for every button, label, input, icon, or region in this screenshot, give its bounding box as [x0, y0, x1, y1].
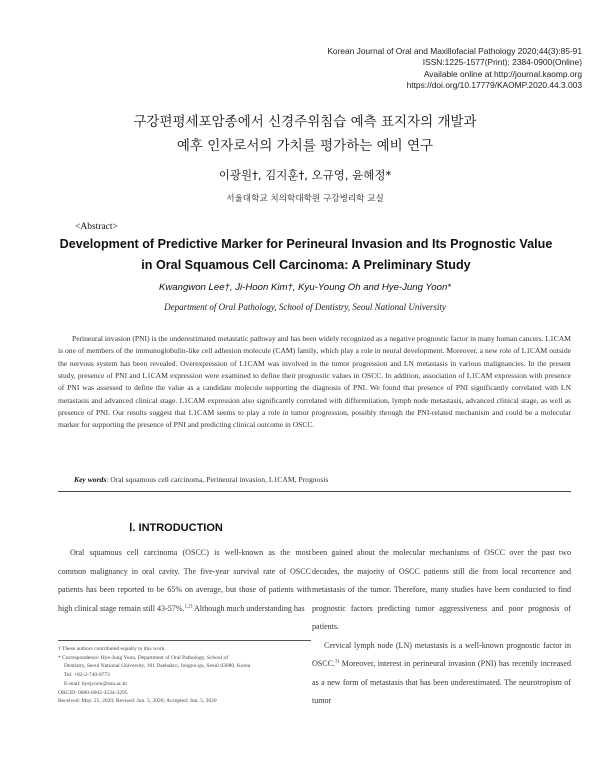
keywords-text: : Oral squamous cell carcinoma, Perineural invasion, L1CAM, Prognosis: [106, 475, 329, 484]
footnote-dates: Received: May. 25, 2020; Revised: Jun. 5, 2020; Accepted: Jun. 5, 2020: [58, 698, 217, 705]
footnotes: [58, 645, 311, 706]
english-title-line-2: in Oral Squamous Cell Carcinoma: A Preliminary Study: [141, 258, 471, 272]
journal-doi: https://doi.org/10.17779/KAOMP.2020.44.3.003: [406, 80, 582, 91]
intro-right-paragraph-1: been gained about the molecular mechanisms of OSCC over the past two decades, the majority of OSCC patients still die from local recurrence and metastasis of the tumor. Therefore, many studies have been conducted to find prognostic factors predicting tumor aggressiveness and poor prognosis of patients.: [312, 548, 571, 631]
abstract-text: Perineural invasion (PNI) is the underestimated metastatic pathway and has been widely recognized as a negative prognostic factor in many human cancers. L1CAM is one of members of the immunoglobulin-like cell adhesion molecule (CAM) family, which play a role in neural development. Moreover, a new role of L1CAM outside the nervous system has been revealed. Overexpression of L1CAM was involved in the tumor progression and LN metastasis in various malignancies. In the present study, presence of PNI and L1CAM expression were examined to define their prognostic values in OSCC. In addition, association of L1CAM expression with presence of PNI was assessed to define the value as a candidate molecule supporting the diagnosis of PNI. We found that presence of PNI significantly correlated with LN metastasis and advanced clinical stage. L1CAM expression also significantly correlated with differentiation, lymph node metastasis, advanced clinical stage, as well as presence of PNI. Our results suggest that L1CAM seems to play a role in tumor progression, possibly through the PNI-related mechanism and could be a molecular marker for supporting the presence of PNI and predicting clinical outcome in OSCC.: [58, 334, 571, 430]
footnote-tel: Tel: +82-2-740-8772: [64, 672, 110, 679]
footnote-address: Dentistry, Seoul National University, 101 Daehakro, Jongno-gu, Seoul 03080, Korea: [64, 663, 251, 670]
english-authors: Kwangwon Lee†, Ji-Hoon Kim†, Kyu-Young Oh and Hye-Jung Yoon*: [158, 282, 452, 293]
citation-ref: 1,2): [184, 603, 193, 609]
intro-left-text: Oral squamous cell carcinoma (OSCC) is well-known as the most common malignancy in oral cavity. The five-year survival rate of OSCC patients has been reported to be 65% on average, but those of patients with high clinical stage remain still 43-57%.: [58, 548, 311, 613]
korean-title-line-1: 구강편평세포암종에서 신경주위침습 예측 표지자의 개발과: [133, 114, 477, 130]
intro-right-p2-tail: Moreover, interest in perineural invasion (PNI) has recently increased as a new form of metastasis that has been underestimated. The neurotropism of tumor: [312, 659, 571, 705]
korean-affiliation: 서울대학교 치의학대학원 구강병리학 교실: [226, 194, 384, 204]
intro-right-paragraph-2: [312, 637, 571, 711]
section-divider: [58, 491, 571, 492]
keywords-label: Key words: [74, 475, 107, 484]
footnote-correspondence: * Correspondence: Hye-Jung Yoon, Department of Oral Pathology, School of: [58, 654, 229, 661]
english-affiliation: Department of Oral Pathology, School of Dentistry, Seoul National University: [164, 302, 446, 312]
journal-citation: Korean Journal of Oral and Maxillofacial Pathology 2020;44(3):85-91: [327, 46, 582, 56]
journal-issn: ISSN:1225-1577(Print); 2384-0900(Online): [422, 57, 582, 68]
intro-left-tail: Although much understanding has: [192, 603, 305, 613]
keywords: [74, 475, 328, 484]
footnote-divider: [58, 640, 311, 641]
intro-right-column: [312, 544, 571, 711]
footnote-email: E-mail: hyejyoon@snu.ac.kr: [64, 680, 128, 687]
intro-right-p2-start: Cervical lymph node (LN) metastasis is a well-known prognostic factor in OSCC.: [312, 640, 571, 668]
abstract-label: <Abstract>: [75, 222, 118, 232]
korean-title-line-2: 예후 인자로서의 가치를 평가하는 예비 연구: [176, 138, 434, 154]
journal-header: [222, 46, 582, 92]
english-title-line-1: Development of Predictive Marker for Perineural Invasion and Its Prognostic Value: [59, 237, 553, 251]
journal-available: Available online at http://journal.kaomp.org: [423, 68, 582, 79]
footnote-equal-contribution: † These authors contributed equally to this work.: [58, 646, 166, 652]
intro-left-column: [58, 544, 311, 618]
footnote-orcid: ORCID: 0000-0002-3534-3295: [58, 689, 128, 696]
introduction-heading: Ⅰ. INTRODUCTION: [129, 522, 223, 534]
citation-ref: 3): [335, 659, 340, 665]
korean-authors: 이광원†, 김지훈†, 오규영, 윤혜정*: [218, 168, 392, 182]
